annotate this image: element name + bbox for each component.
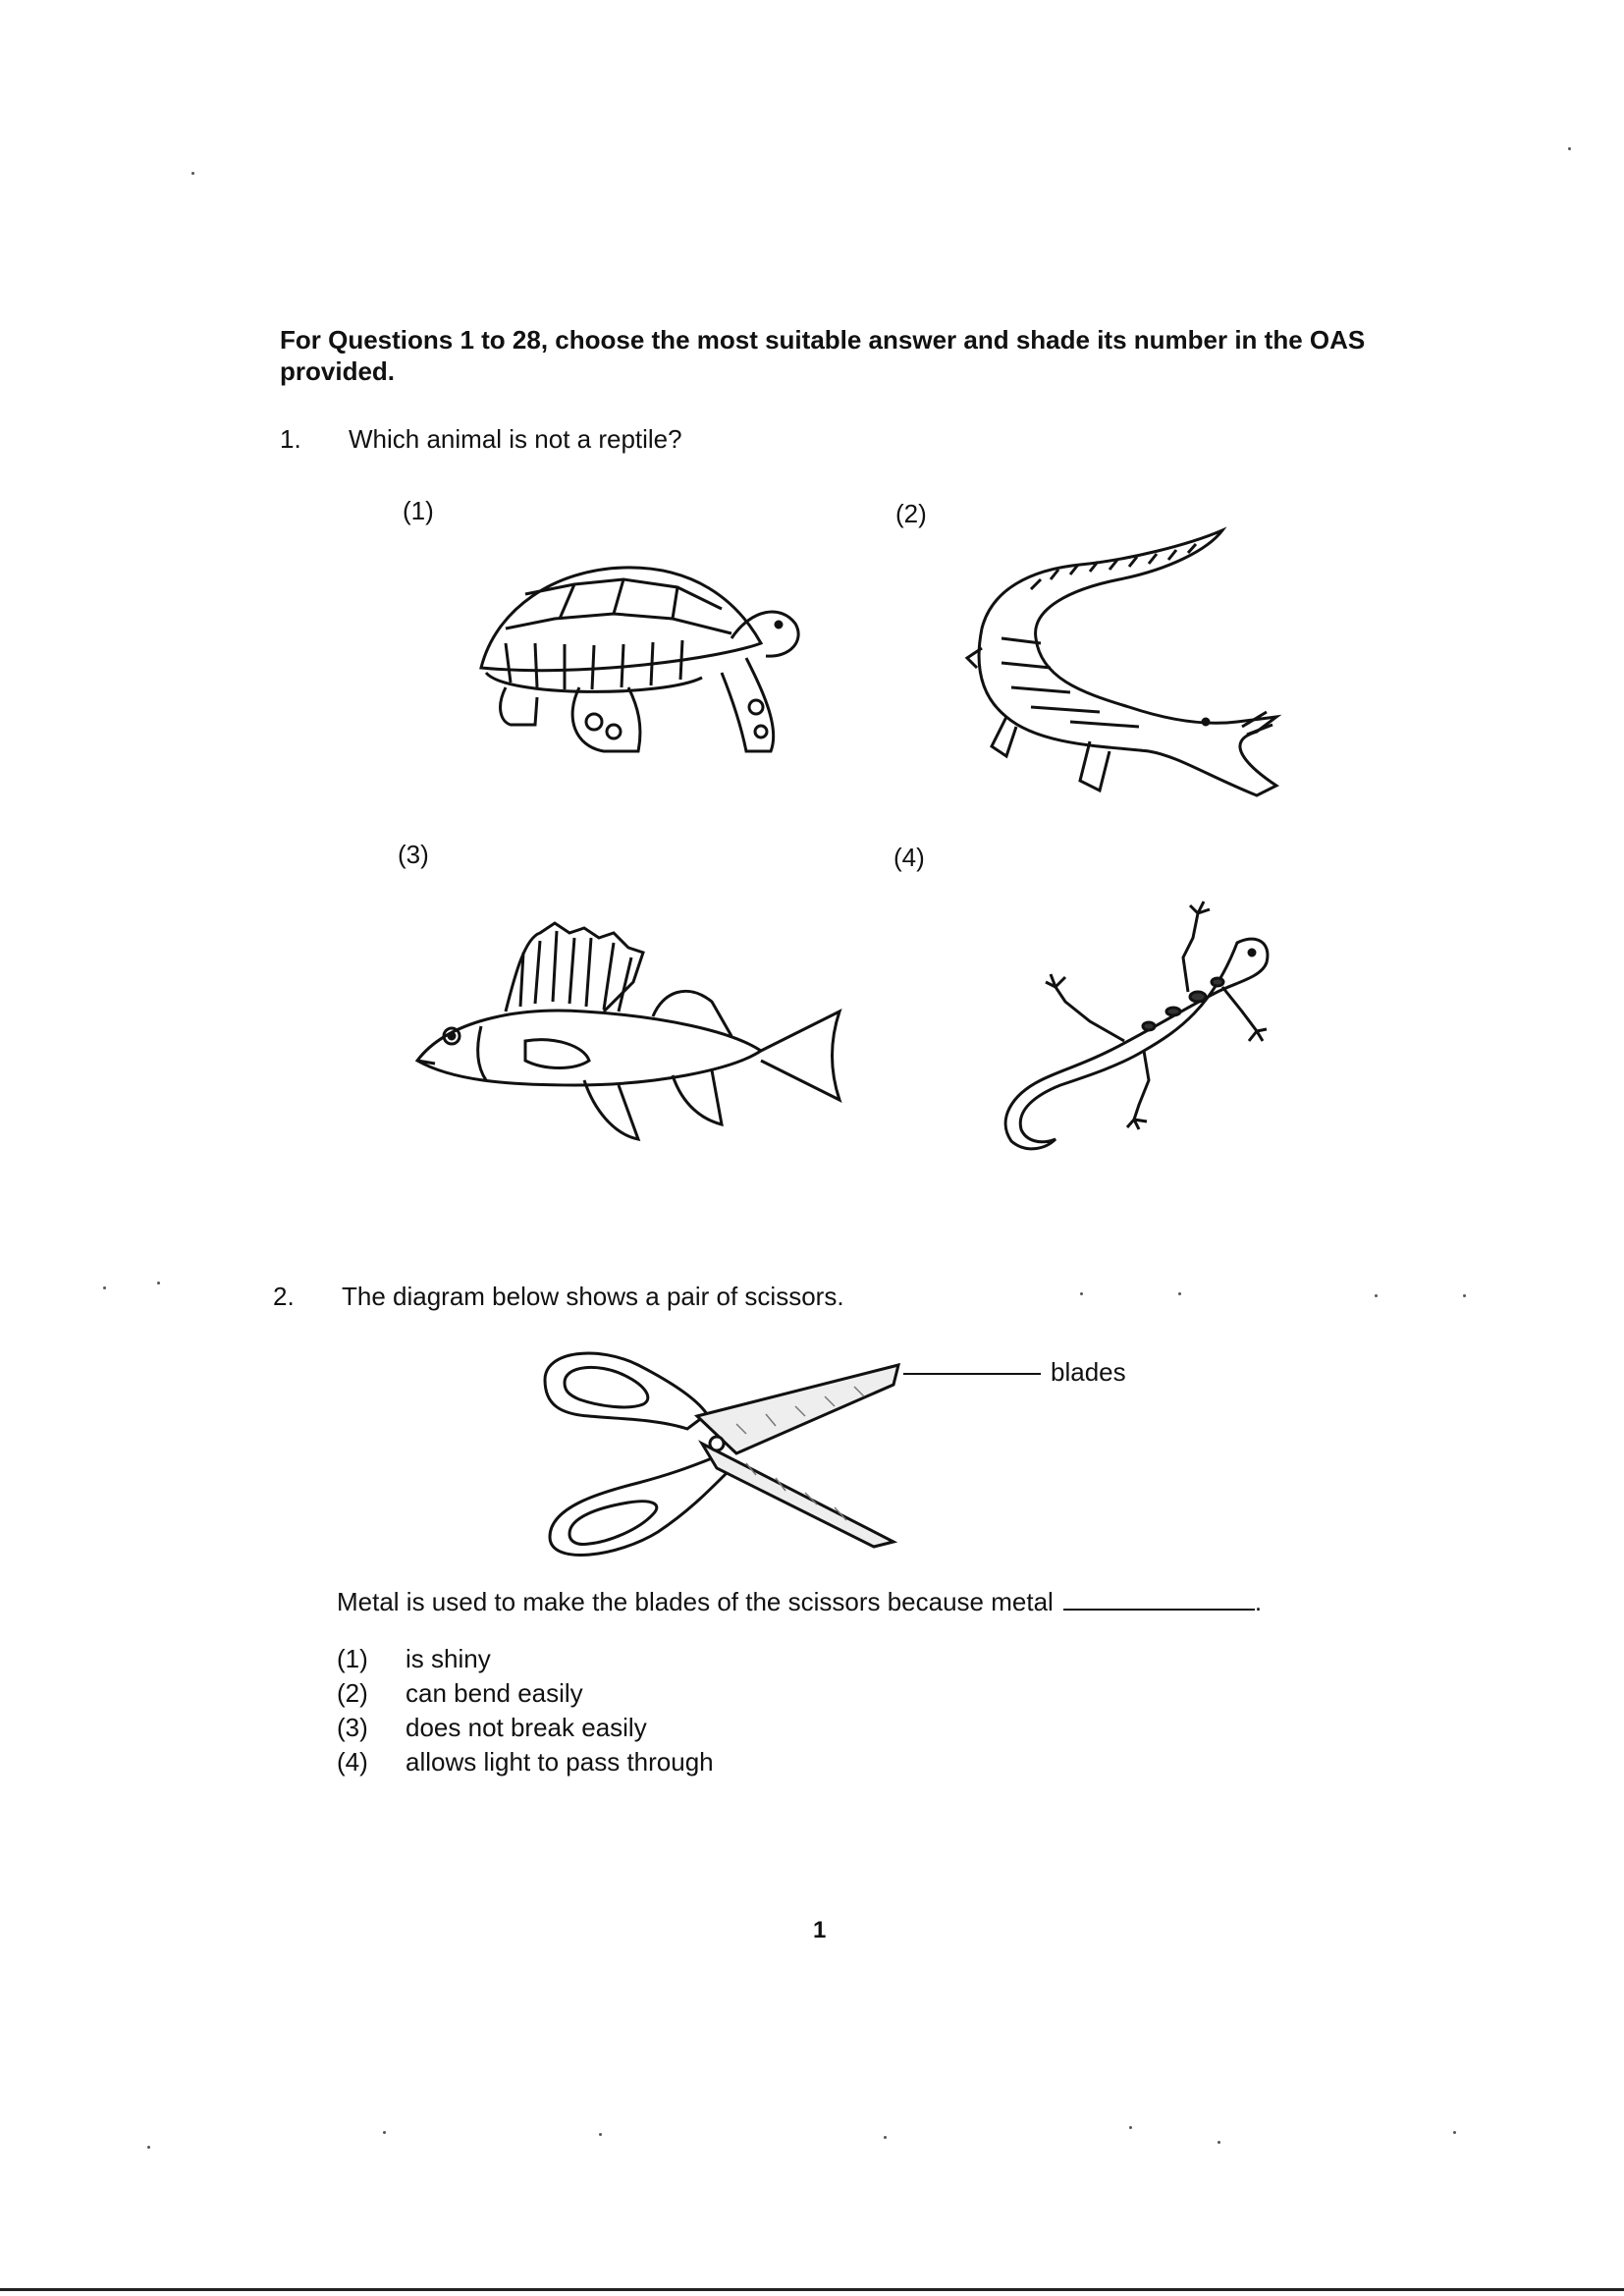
scan-speck: [1463, 1294, 1466, 1297]
q2-option-4-text: allows light to pass through: [406, 1747, 714, 1777]
question-1-text: Which animal is not a reptile?: [349, 424, 682, 454]
tortoise-image: [466, 550, 810, 766]
question-2-text: The diagram below shows a pair of scissors.: [342, 1282, 844, 1311]
page-number: 1: [813, 1917, 827, 1943]
scissors-image: [540, 1345, 1041, 1571]
fish-image: [407, 913, 844, 1144]
scan-speck: [191, 172, 194, 175]
scan-speck: [1218, 2141, 1220, 2144]
q1-option-3-label: (3): [398, 840, 429, 869]
scan-speck: [1375, 1294, 1378, 1297]
scan-speck: [599, 2133, 602, 2136]
q1-option-2-label: (2): [895, 499, 927, 528]
q2-option-1-label: (1): [337, 1644, 368, 1673]
scan-speck: [103, 1286, 106, 1289]
crocodile-image: [962, 520, 1286, 805]
question-2-number: 2.: [273, 1282, 295, 1311]
q2-option-4-label: (4): [337, 1747, 368, 1777]
blades-label: blades: [1051, 1357, 1126, 1387]
scan-speck: [1453, 2131, 1456, 2134]
scan-speck: [1178, 1292, 1181, 1295]
q2-option-2-text: can bend easily: [406, 1678, 583, 1708]
scan-speck: [884, 2136, 887, 2139]
scan-speck: [383, 2131, 386, 2134]
scan-speck: [1568, 147, 1571, 150]
q1-option-4-label: (4): [893, 843, 925, 872]
q2-option-2: [337, 1676, 583, 1710]
answer-blank: [1063, 1583, 1255, 1611]
q1-option-1-label: (1): [403, 496, 434, 525]
q2-option-1: [337, 1642, 491, 1675]
q2-option-1-text: is shiny: [406, 1644, 491, 1673]
q2-option-3-label: (3): [337, 1713, 368, 1742]
question-1-number: 1.: [280, 424, 301, 454]
lizard-image: [972, 884, 1286, 1159]
bottom-rule: [0, 2288, 1624, 2291]
q2-option-4: [337, 1745, 714, 1778]
q2-option-3-text: does not break easily: [406, 1713, 647, 1742]
scan-speck: [1129, 2126, 1132, 2129]
scan-speck: [157, 1282, 160, 1285]
question-2-stem: Metal is used to make the blades of the scissors because metal .: [337, 1583, 1262, 1617]
blades-leader-line: [903, 1373, 1041, 1375]
scan-speck: [1080, 1292, 1083, 1295]
question-2-stem-text: Metal is used to make the blades of the scissors because metal: [337, 1587, 1054, 1616]
q2-option-2-label: (2): [337, 1678, 368, 1708]
scan-speck: [147, 2146, 150, 2149]
instructions: For Questions 1 to 28, choose the most suitable answer and shade its number in the OAS provided.: [280, 325, 1366, 386]
q2-option-3: [337, 1711, 647, 1744]
